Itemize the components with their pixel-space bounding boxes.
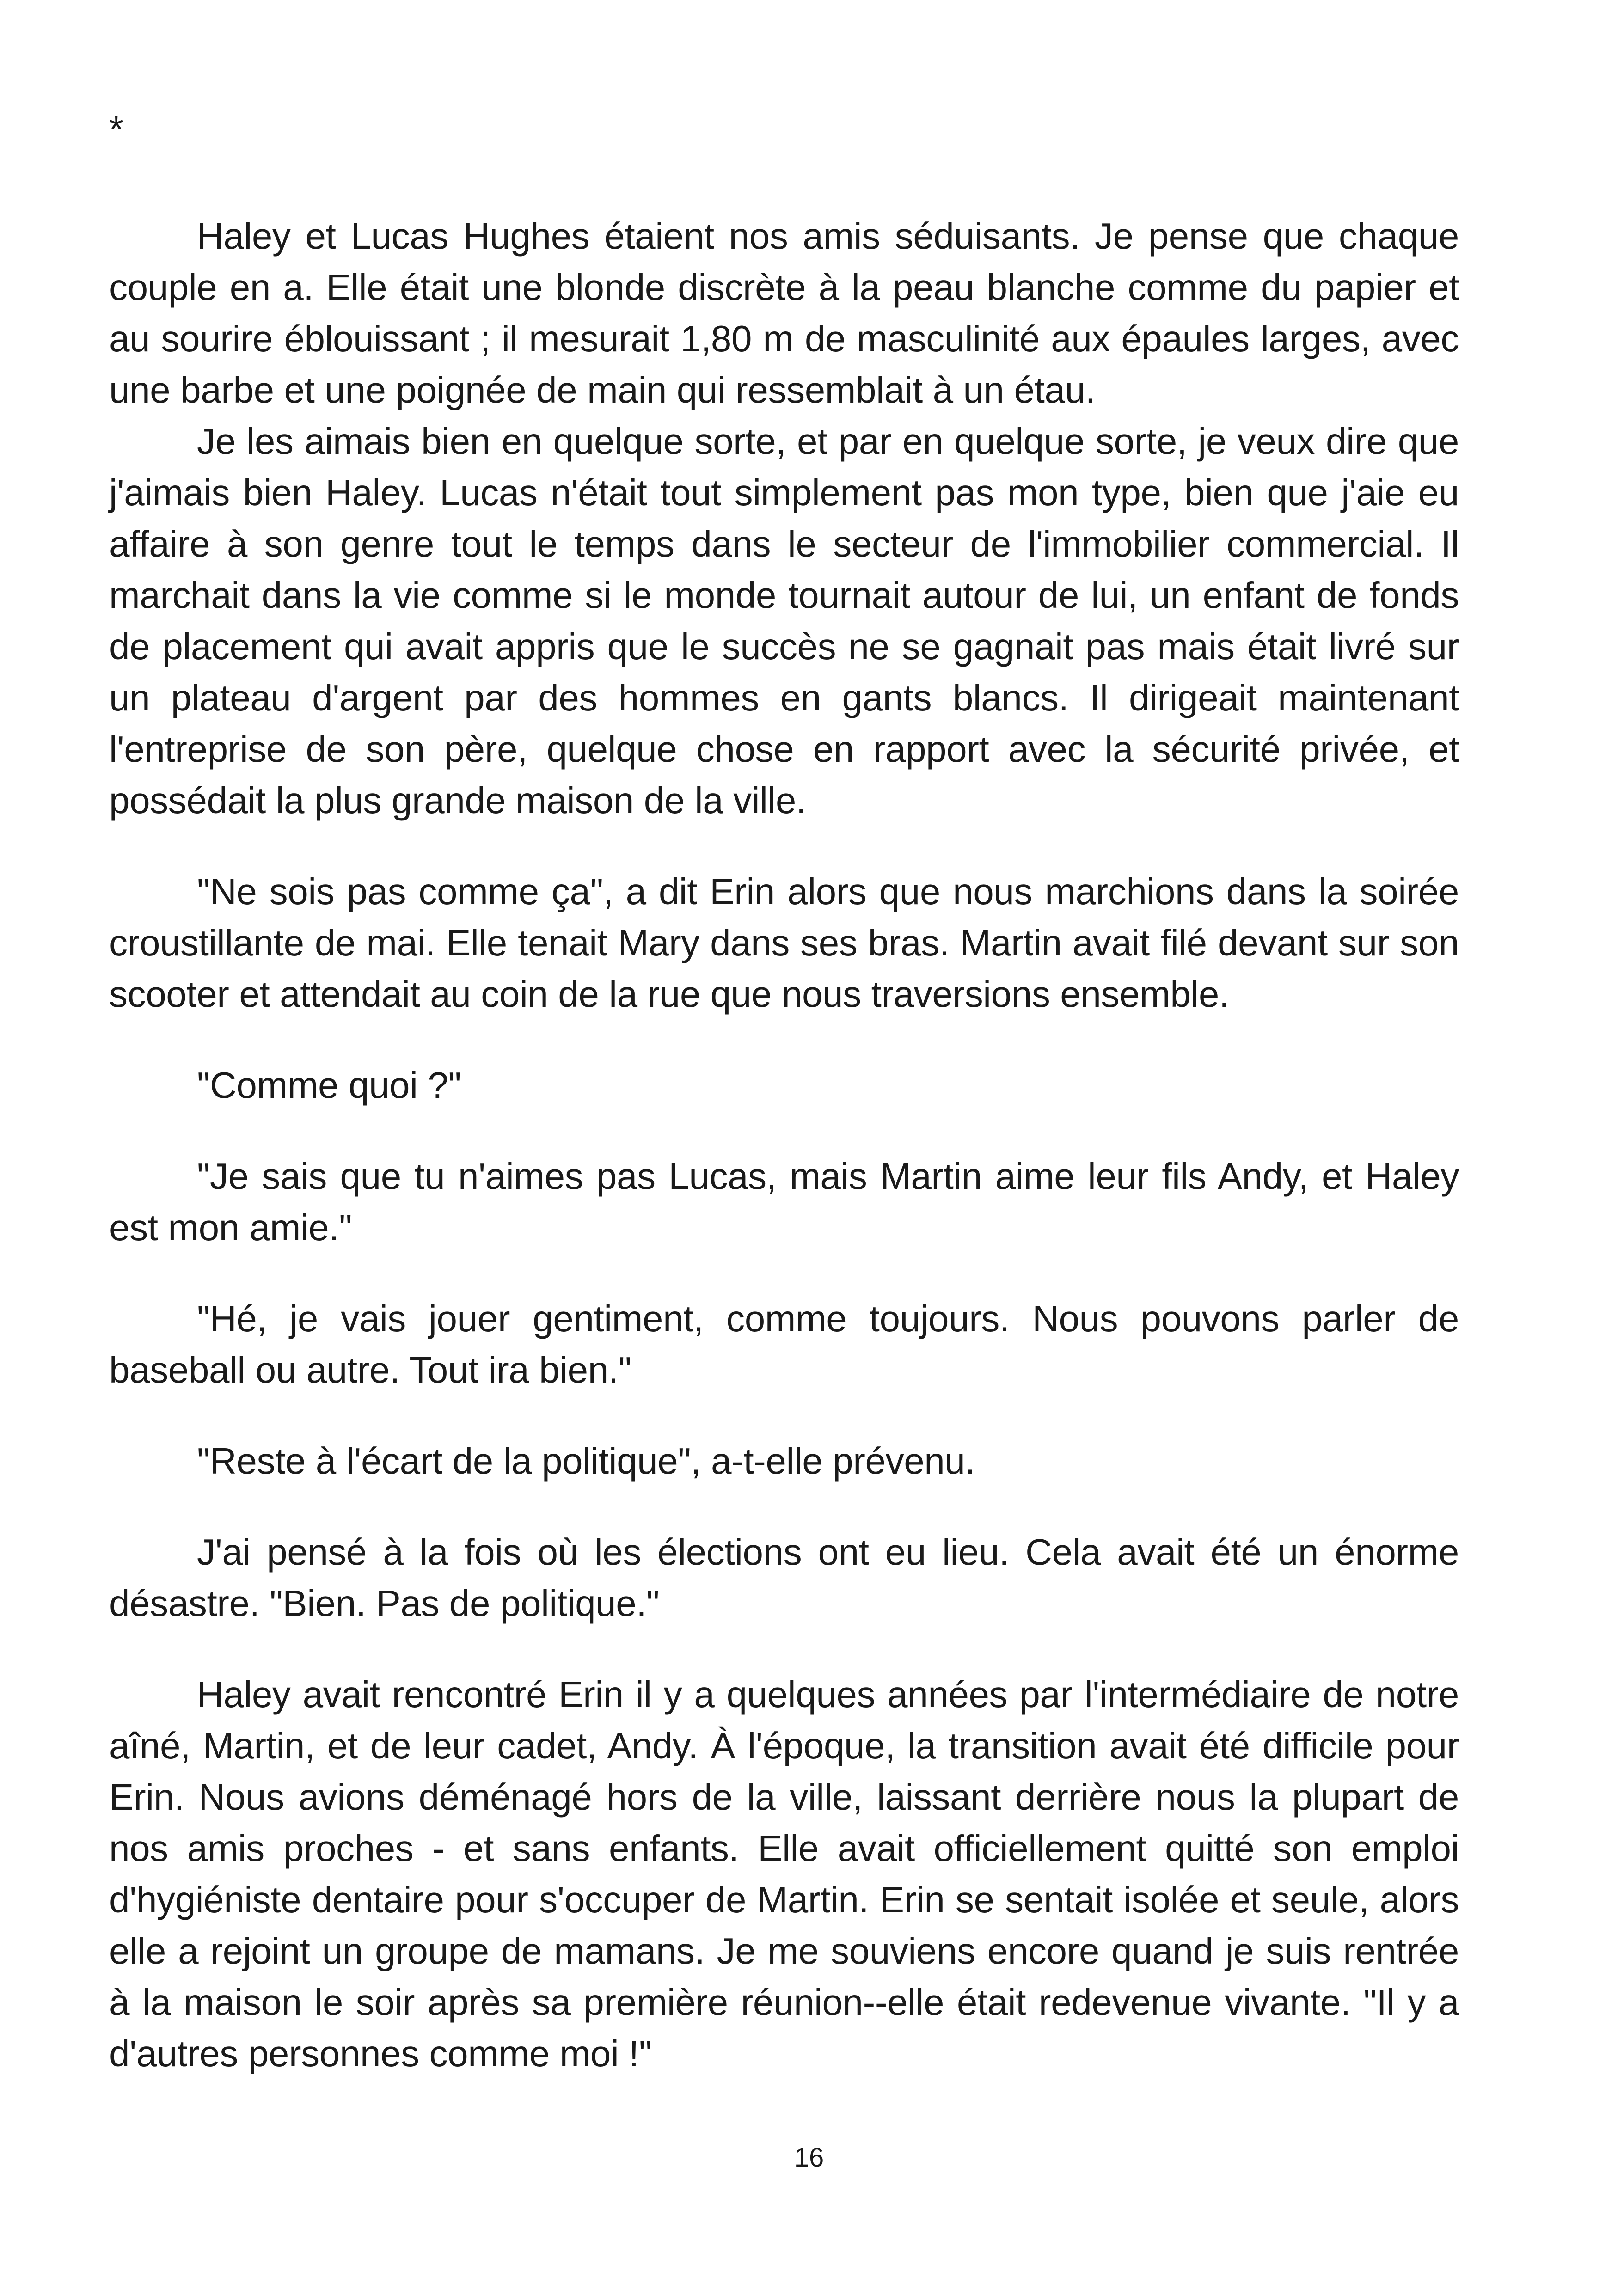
paragraph-5: "Je sais que tu n'aimes pas Lucas, mais Martin aime leur fils Andy, et Haley est mon amie." xyxy=(109,1156,1459,1248)
paragraph-2: Je les aimais bien en quelque sorte, et par en quelque sorte, je veux dire que j'aimais bien Haley. Lucas n'était tout simplement pas mon type, bien que j'aie eu affaire à son genre tout le temps dans le secteur de l'immobilier commercial. Il marchait dans la vie comme si le monde tournait autour de lui, un enfant de fonds de placement qui avait appris que le succès ne se gagnait pas mais était livré sur un plateau d'argent par des hommes en gants blancs. Il dirigeait maintenant l'entreprise de son père, quelque chose en rapport avec la sécurité privée, et possédait la plus grande maison de la ville. xyxy=(109,421,1459,821)
paragraph-7: "Reste à l'écart de la politique", a-t-elle prévenu. xyxy=(197,1440,975,1482)
paragraph-9: Haley avait rencontré Erin il y a quelques années par l'intermédiaire de notre aîné, Martin, et de leur cadet, Andy. À l'époque, la transition avait été difficile pour Erin. Nous avions déménagé hors de la ville, laissant derrière nous la plupart de nos amis proches - et sans enfants. Elle avait officiellement quitté son emploi d'hygiéniste dentaire pour s'occuper de Martin. Erin se sentait isolée et seule, alors elle a rejoint un groupe de mamans. Je me souviens encore quand je suis rentrée à la maison le soir après sa première réunion--elle était redevenue vivante. "Il y a d'autres personnes comme moi !" xyxy=(109,1674,1459,2074)
paragraph-1: Haley et Lucas Hughes étaient nos amis séduisants. Je pense que chaque couple en a. Elle était une blonde discrète à la peau blanche comme du papier et au sourire éblouissant ; il mesurait 1,80 m de masculinité aux épaules larges, avec une barbe et une poignée de main qui ressemblait à un étau. xyxy=(109,215,1459,410)
paragraph-8: J'ai pensé à la fois où les élections ont eu lieu. Cela avait été un énorme désastre. "Bien. Pas de politique." xyxy=(109,1531,1459,1624)
scene-break-marker: * xyxy=(109,109,124,150)
body-text xyxy=(109,210,1459,2079)
paragraph-4: "Comme quoi ?" xyxy=(197,1065,461,1106)
page-number: 16 xyxy=(794,2143,824,2173)
paragraph-3: "Ne sois pas comme ça", a dit Erin alors que nous marchions dans la soirée croustillante de mai. Elle tenait Mary dans ses bras. Martin avait filé devant sur son scooter et attendait au coin de la rue que nous traversions ensemble. xyxy=(109,871,1459,1015)
paragraph-6: "Hé, je vais jouer gentiment, comme toujours. Nous pouvons parler de baseball ou autre. Tout ira bien." xyxy=(109,1298,1459,1390)
